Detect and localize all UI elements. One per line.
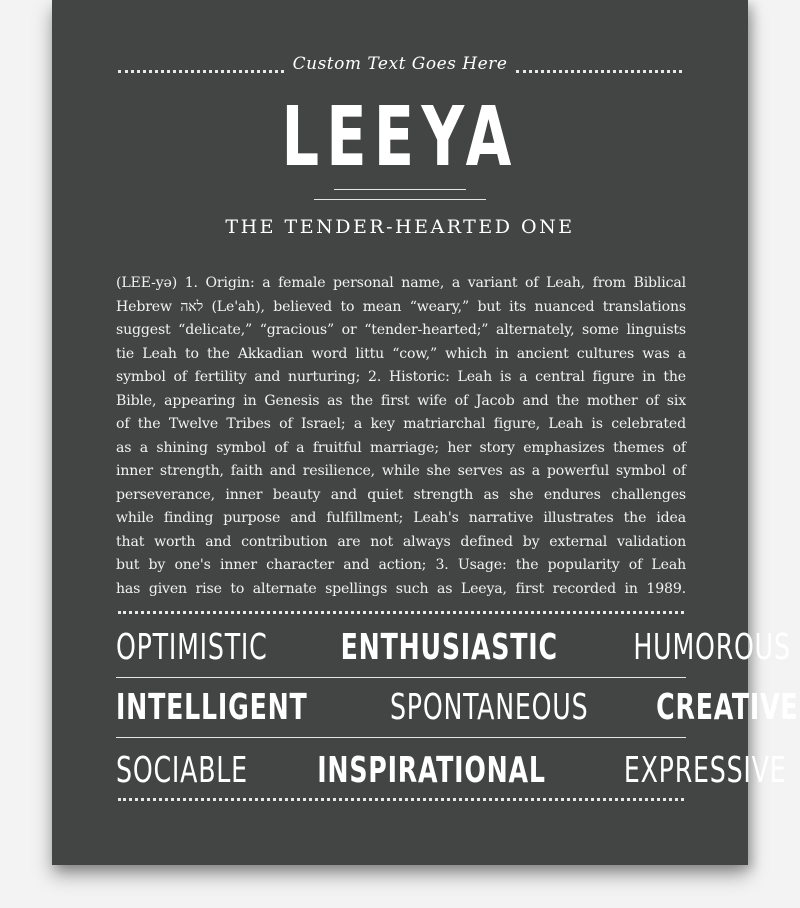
traits-divider-2 [116,737,686,738]
traits-top-dotted-divider [118,611,684,614]
name-meaning: THE TENDER-HEARTED ONE [225,216,575,238]
traits-row-2 [116,681,799,733]
definition-line: Hebrew לאה (Le'ah), believed to mean “weary,” but its nuanced translations [116,298,686,315]
trait-word: EXPRESSIVE [623,749,787,791]
trait-word: ENTHUSIASTIC [340,626,559,668]
top-right-dotted-divider [516,70,682,73]
trait-word: SPONTANEOUS [389,686,589,728]
traits-divider-1 [116,677,686,678]
definition-line: tie Leah to the Akkadian word littu “cow,” which in ancient cultures was a [116,345,686,362]
name-title: LEEYA [281,90,519,185]
trait-word: HUMOROUS [633,626,791,668]
traits-row-3 [116,744,787,796]
definition-line: suggest “delicate,” “gracious” or “tender-hearted;” alternately, some linguists [116,322,686,338]
trait-word: INSPIRATIONAL [317,749,546,791]
trait-word: CREATIVE [656,686,799,728]
name-underline-top [334,189,466,190]
definition-line: that worth and contribution are not always defined by external validation [116,533,686,550]
definition-line: has given rise to alternate spellings such as Leeya, first recorded in 1989. [116,580,686,597]
definition-line: inner strength, faith and resilience, while she serves as a powerful symbol of [116,463,686,479]
definition-line: of the Twelve Tribes of Israel; a key matriarchal figure, Leah is celebrated [116,416,686,432]
definition-line: but by one's inner character and action; 3. Usage: the popularity of Leah [116,557,686,573]
trait-word: INTELLIGENT [116,686,308,728]
definition-line: symbol of fertility and nurturing; 2. Historic: Leah is a central figure in the [116,369,686,385]
traits-row-1 [116,621,791,673]
trait-word: SOCIABLE [116,749,248,791]
definition-line: Bible, appearing in Genesis as the first wife of Jacob and the mother of six [116,392,686,409]
custom-text: Custom Text Goes Here [292,54,508,74]
name-definition [116,272,686,601]
definition-line: perseverance, inner beauty and quiet strength as she endures challenges [116,486,686,503]
trait-word: OPTIMISTIC [116,626,268,668]
traits-bottom-dotted-divider [118,798,684,801]
definition-line: as a shining symbol of a fruitful marriage; her story emphasizes themes of [116,439,686,456]
definition-line: while finding purpose and fulfillment; Leah's narrative illustrates the idea [116,510,686,526]
name-underline-bottom [314,199,486,200]
name-poster [52,0,799,865]
definition-line: (LEE-yə) 1. Origin: a female personal name, a variant of Leah, from Biblical [116,275,686,291]
